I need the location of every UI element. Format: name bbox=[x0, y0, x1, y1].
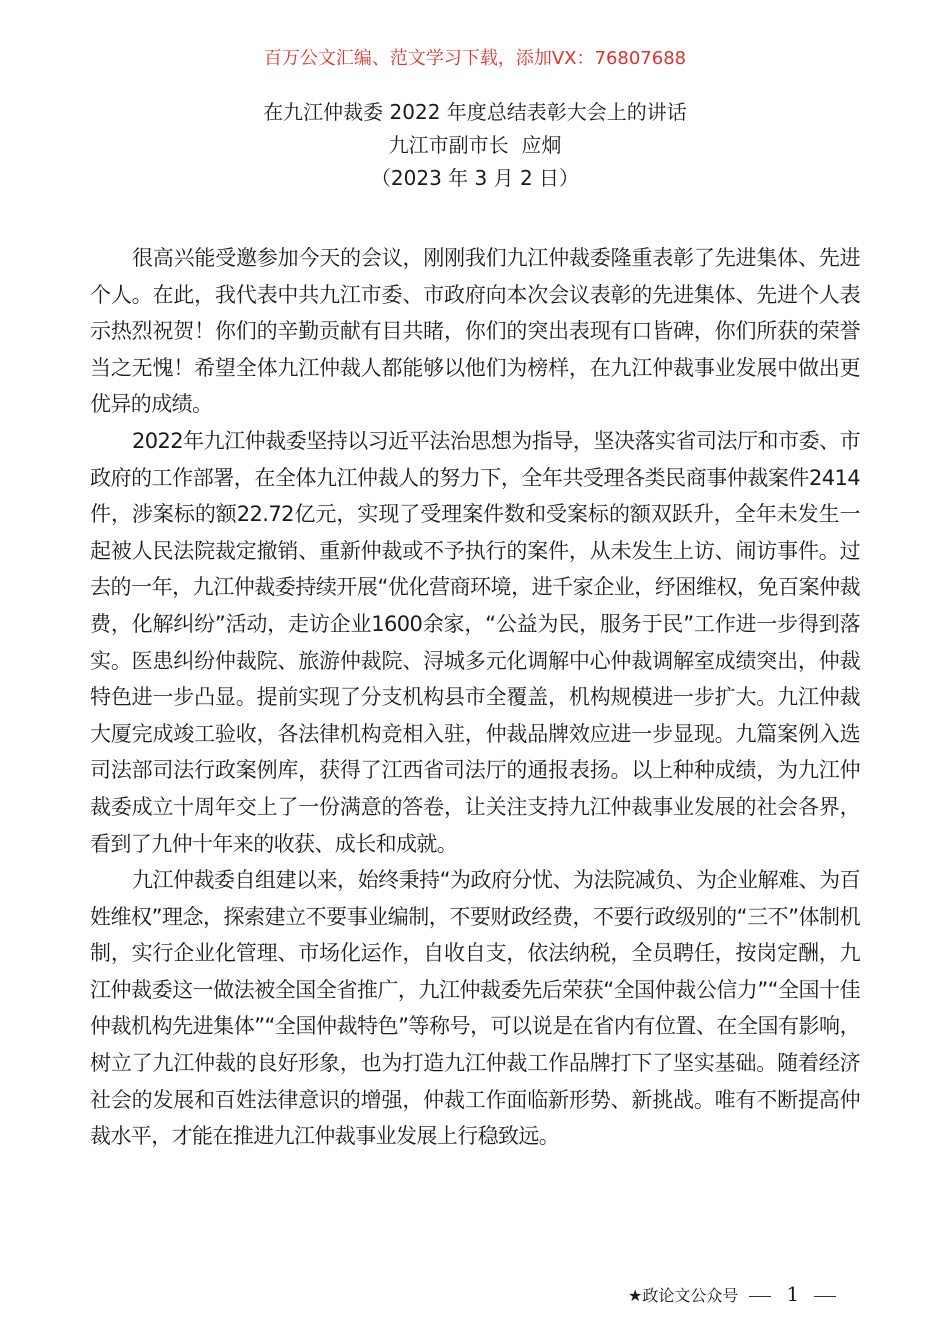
footer-source: ★政论文公众号 bbox=[628, 1286, 739, 1305]
dash-divider bbox=[749, 1296, 771, 1297]
document-header bbox=[0, 96, 950, 195]
speaker-line: 九江市副市长 应炯 bbox=[388, 133, 562, 157]
document-body bbox=[90, 240, 860, 1155]
page-footer bbox=[628, 1282, 842, 1308]
promo-banner: 百万公文汇编、范文学习下载，添加VX：76807688 bbox=[263, 48, 687, 69]
paragraph: 2022年九江仲裁委坚持以习近平法治思想为指导，坚决落实省司法厅和市委、市政府的工作部署，在全体九江仲裁人的努力下，全年共受理各类民商事仲裁案件2414件，涉案标的额22.72亿元，实现了受理案件数和受案标的额双跃升，全年未发生一起被人民法院裁定撤销、重新仲裁或不予执行的案件，从未发生上访、闹访事件。过去的一年，九江仲裁委持续开展“优化营商环境，进千家企业，纾困维权，免百案仲裁费，化解纠纷”活动，走访企业1600余家，“公益为民，服务于民”工作进一步得到落实。医患纠纷仲裁院、旅游仲裁院、浔城多元化调解中心仲裁调解室成绩突出，仲裁特色进一步凸显。提前实现了分支机构县市全覆盖，机构规模进一步扩大。九江仲裁大厦完成竣工验收，各法律机构竞相入驻，仲裁品牌效应进一步显现。九篇案例入选司法部司法行政案例库，获得了江西省司法厅的通报表扬。以上种种成绩，为九江仲裁委成立十周年交上了一份满意的答卷，让关注支持九江仲裁事业发展的社会各界，看到了九仲十年来的收获、成长和成就。 bbox=[90, 428, 860, 856]
speech-date: （2023 年 3 月 2 日） bbox=[370, 166, 580, 190]
dash-divider bbox=[814, 1296, 836, 1297]
paragraph: 九江仲裁委自组建以来，始终秉持“为政府分忧、为法院减负、为企业解难、为百姓维权”理念，探索建立不要事业编制，不要财政经费，不要行政级别的“三不”体制机制，实行企业化管理、市场化运作，自收自支，依法纳税，全员聘任，按岗定酬，九江仲裁委这一做法被全国全省推广，九江仲裁委先后荣获“全国仲裁公信力”“全国十佳仲裁机构先进集体”“全国仲裁特色”等称号，可以说是在省内有位置、在全国有影响，树立了九江仲裁的良好形象，也为打造九江仲裁工作品牌打下了坚实基础。随着经济社会的发展和百姓法律意识的增强，仲裁工作面临新形势、新挑战。唯有不断提高仲裁水平，才能在推进九江仲裁事业发展上行稳致远。 bbox=[90, 868, 860, 1149]
page-number: 1 bbox=[786, 1282, 800, 1306]
document-title: 在九江仲裁委 2022 年度总结表彰大会上的讲话 bbox=[263, 100, 687, 124]
paragraph: 很高兴能受邀参加今天的会议，刚刚我们九江仲裁委隆重表彰了先进集体、先进个人。在此，我代表中共九江市委、市政府向本次会议表彰的先进集体、先进个人表示热烈祝贺！你们的辛勤贡献有目共睹，你们的突出表现有口皆碑，你们所获的荣誉当之无愧！希望全体九江仲裁人都能够以他们为榜样，在九江仲裁事业发展中做出更优异的成绩。 bbox=[90, 246, 860, 417]
